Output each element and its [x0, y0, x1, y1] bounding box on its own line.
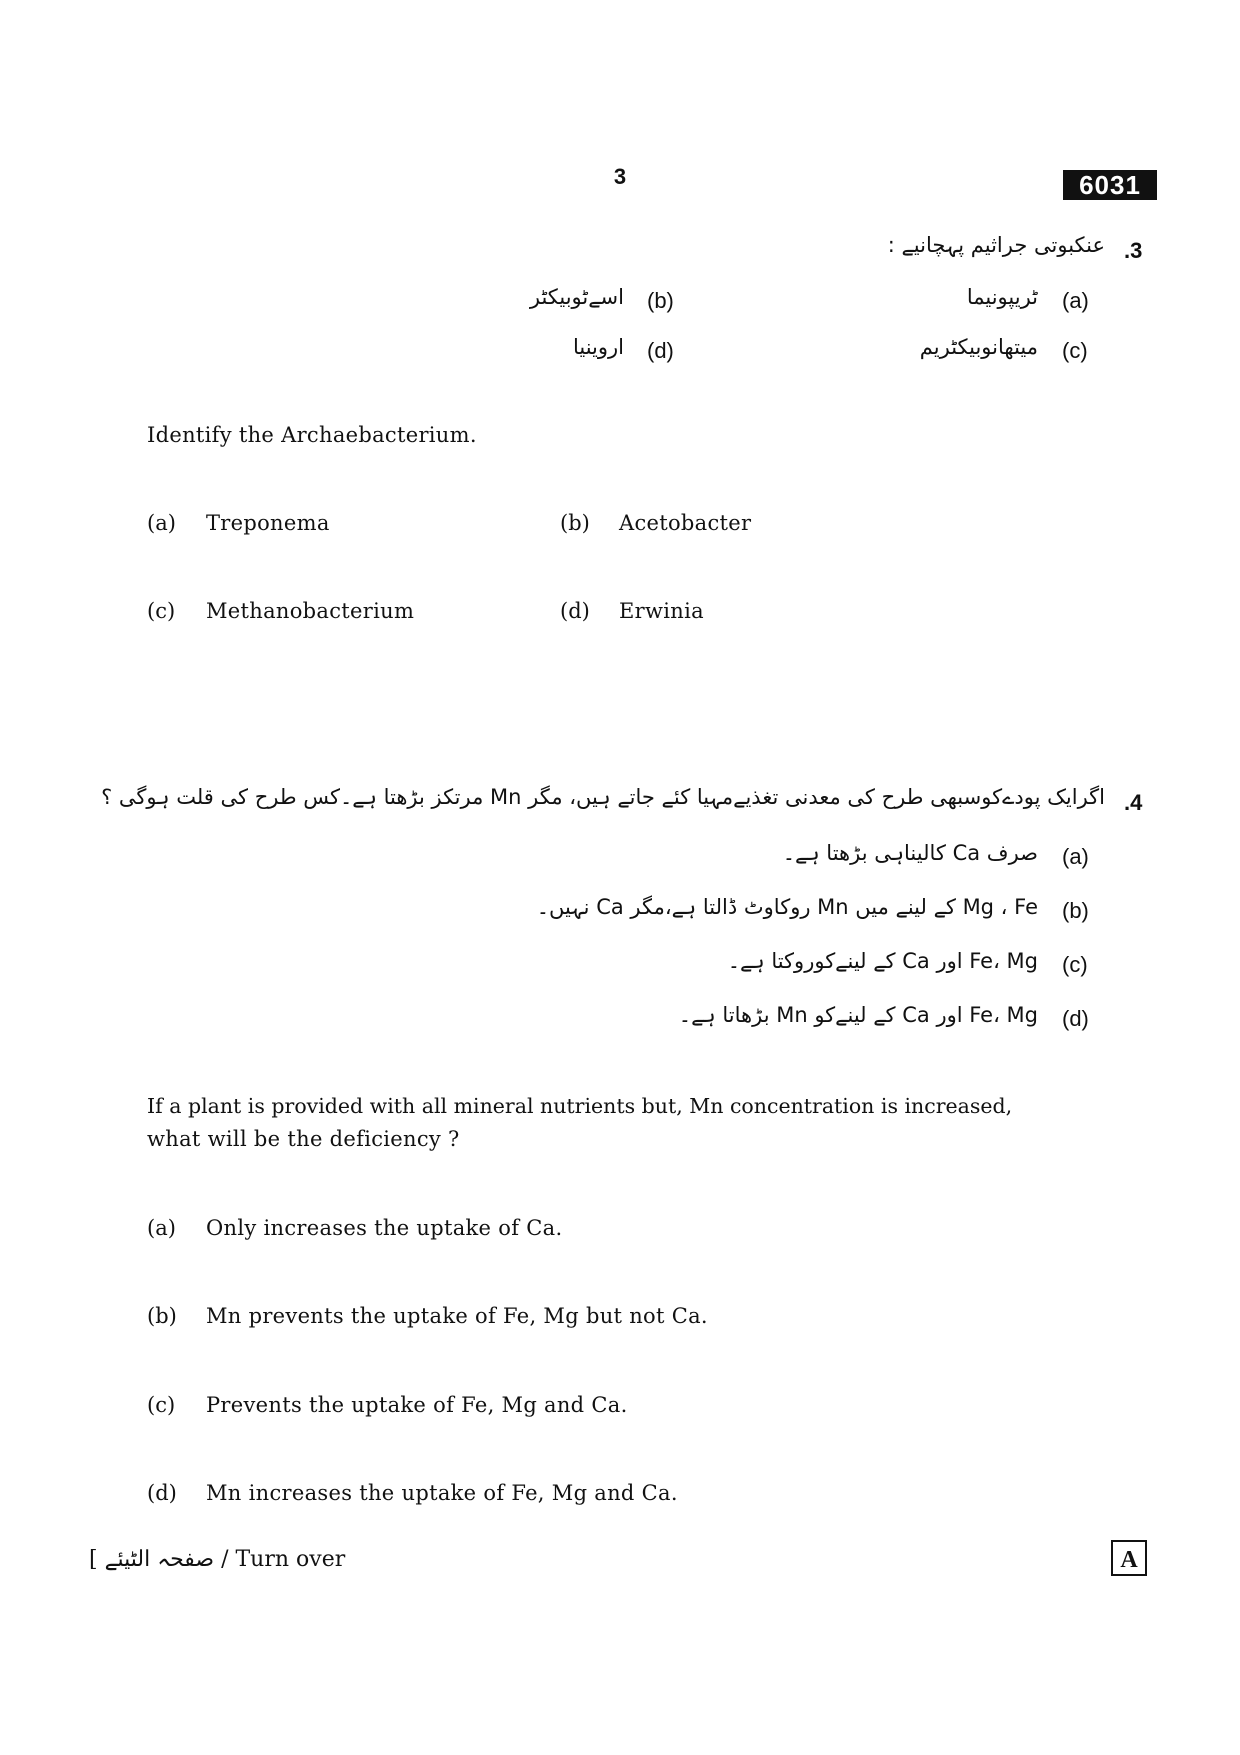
turn-over-note: [ صفحہ الٹیئے / Turn over: [89, 1547, 346, 1572]
q3-option-d-label: (d): [560, 599, 590, 623]
q3-urdu-question: عنکبوتی جراثیم پہچانیے :: [887, 233, 1105, 257]
q3-option-b-label: (b): [560, 511, 590, 535]
q3-option-a-label: (a): [147, 511, 176, 535]
q3-option-a: Treponema: [206, 511, 330, 535]
q4-urdu-option-b: Mg ، Fe کے لینے میں Mn روکاوٹ ڈالتا ہے،مگر Ca نہیں۔: [536, 895, 1038, 919]
q3-english-question: Identify the Archaebacterium.: [147, 423, 477, 447]
q4-urdu-question: اگرایک پودےکوسبھی طرح کی معدنی تغذیےمہیا کئے جاتے ہیں، مگر Mn مرتکز بڑھتا ہے۔کس طرح کی قلت ہوگی ؟: [101, 785, 1105, 809]
q4-urdu-option-a: صرف Ca کالیناہی بڑھتا ہے۔: [782, 841, 1038, 865]
q3-urdu-option-b-label: (b): [647, 288, 674, 313]
q4-urdu-number: .4: [1124, 790, 1143, 815]
q4-urdu-option-d-label: (d): [1062, 1006, 1089, 1031]
paper-code: 6031: [1063, 170, 1157, 200]
q3-option-b: Acetobacter: [619, 511, 752, 535]
page-number: 3: [613, 164, 627, 189]
q3-urdu-option-d: اروینیا: [572, 335, 624, 359]
q3-urdu-number: .3: [1124, 238, 1143, 263]
q3-option-c: Methanobacterium: [206, 599, 415, 623]
q3-urdu-option-c-label: (c): [1062, 338, 1088, 363]
q4-option-d-label: (d): [147, 1481, 177, 1505]
q3-option-c-label: (c): [147, 599, 176, 623]
q4-option-a: Only increases the uptake of Ca.: [206, 1216, 563, 1240]
q4-option-b-label: (b): [147, 1304, 177, 1328]
q4-option-c-label: (c): [147, 1393, 176, 1417]
q3-urdu-option-a-label: (a): [1062, 288, 1089, 313]
q4-urdu-option-b-label: (b): [1062, 898, 1089, 923]
q4-english-question-line2: what will be the deficiency ?: [147, 1127, 460, 1151]
q3-urdu-option-b: اسےٹوبیکٹر: [529, 285, 624, 309]
q4-urdu-option-c: Fe، Mg اور Ca کے لینےکوروکتا ہے۔: [727, 949, 1038, 973]
q3-urdu-option-a: ٹریپونیما: [966, 285, 1038, 309]
q4-urdu-option-d: Fe، Mg اور Ca کے لینےکو Mn بڑھاتا ہے۔: [678, 1003, 1038, 1027]
q4-option-a-label: (a): [147, 1216, 176, 1240]
q4-option-c: Prevents the uptake of Fe, Mg and Ca.: [206, 1393, 628, 1417]
q4-english-question-line1: If a plant is provided with all mineral nutrients but, Mn concentration is increased,: [147, 1094, 1013, 1118]
q4-urdu-option-a-label: (a): [1062, 844, 1089, 869]
set-letter-box: A: [1111, 1540, 1147, 1576]
q4-option-d: Mn increases the uptake of Fe, Mg and Ca.: [206, 1481, 678, 1505]
q3-urdu-option-d-label: (d): [647, 338, 674, 363]
q4-option-b: Mn prevents the uptake of Fe, Mg but not Ca.: [206, 1304, 708, 1328]
q3-option-d: Erwinia: [619, 599, 704, 623]
q4-urdu-option-c-label: (c): [1062, 952, 1088, 977]
q3-urdu-option-c: میتھانوبیکٹریم: [919, 335, 1038, 359]
